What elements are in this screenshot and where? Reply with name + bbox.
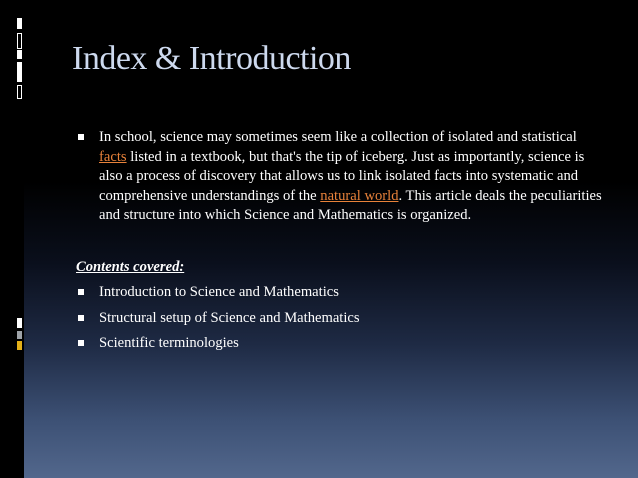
left-decoration-strip: [0, 0, 24, 478]
facts-link[interactable]: facts: [99, 148, 127, 165]
intro-paragraph: [76, 128, 606, 226]
deco-block: [17, 341, 22, 350]
square-bullet-icon: [78, 340, 84, 346]
list-item: [76, 309, 606, 329]
slide-content: [76, 128, 606, 354]
contents-heading: Contents covered:: [76, 258, 185, 275]
list-item-label: Structural setup of Science and Mathematics: [99, 309, 360, 326]
list-item: [76, 334, 606, 354]
deco-block: [17, 331, 22, 339]
deco-block: [17, 18, 22, 29]
intro-text: listed in a textbook, but that's the tip of iceberg. Just as importantly, science is also a process of discovery that allows us to link isolated facts into systematic and comprehensive understandings of the: [99, 148, 585, 204]
deco-block: [17, 85, 22, 99]
natural-world-link[interactable]: natural world: [320, 187, 399, 204]
square-bullet-icon: [78, 315, 84, 321]
deco-block: [17, 62, 22, 82]
list-item-label: Scientific terminologies: [99, 335, 239, 351]
deco-block: [17, 33, 22, 49]
deco-block: [17, 50, 22, 59]
deco-block: [17, 318, 22, 328]
slide-title: Index & Introduction: [72, 40, 351, 77]
intro-text: . This article deals the peculiarities and structure into which Science and Mathematics is organized.: [99, 187, 602, 223]
intro-text: In school, science may sometimes seem like a collection of isolated and statistical: [99, 129, 577, 145]
list-item: [76, 283, 606, 303]
square-bullet-icon: [78, 134, 84, 140]
square-bullet-icon: [78, 289, 84, 295]
list-item-label: Introduction to Science and Mathematics: [99, 284, 339, 300]
